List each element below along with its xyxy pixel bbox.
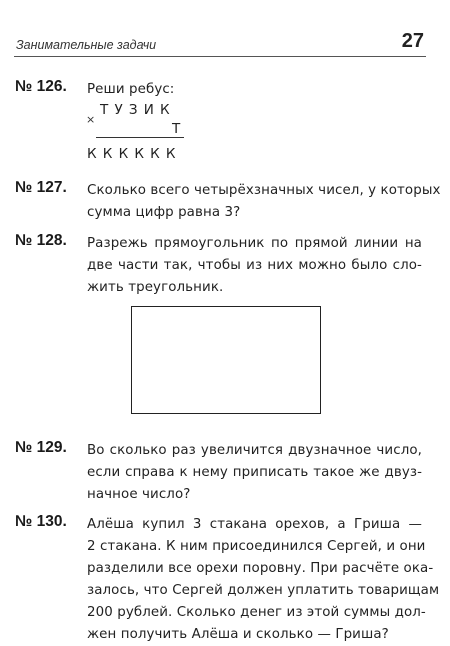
problem-line: Реши ребус: — [87, 82, 175, 97]
problem-number: № 126. — [15, 78, 67, 95]
problem-line: сумма цифр равна 3? — [87, 205, 241, 220]
problem-text — [87, 180, 441, 224]
rebus-multiplier: Т — [172, 121, 187, 137]
rebus-underline — [96, 137, 184, 138]
problem-line: разделили все орехи поровну. При расчёте ока- — [87, 561, 434, 576]
rebus-result: КККККК — [87, 146, 182, 162]
problem-line: Сколько всего четырёхзначных чисел, у которых — [87, 183, 441, 198]
problem-number: № 128. — [15, 232, 67, 249]
multiply-sign: × — [86, 113, 96, 126]
problem-line: если справа к нему приписать такое же двуз- — [87, 465, 422, 480]
running-header — [14, 30, 426, 57]
rectangle-figure — [131, 306, 321, 414]
problem-line: две части так, чтобы из них можно было сло- — [87, 258, 422, 273]
problem-text — [87, 440, 422, 506]
problem-line: Разрежь прямоугольник по прямой линии на — [87, 236, 422, 251]
problem-line: жить треугольник. — [87, 280, 224, 295]
problem-text — [87, 79, 422, 101]
problem-number: № 129. — [15, 439, 67, 456]
problem-line: Алёша купил 3 стакана орехов, а Гриша — — [87, 517, 422, 532]
header-title: Занимательные задачи — [16, 38, 157, 52]
problem-line: жен получить Алёша и сколько — Гриша? — [87, 627, 389, 642]
problem-text — [87, 233, 422, 299]
problem-number: № 127. — [15, 179, 67, 196]
problem-text — [87, 514, 440, 646]
problem-number: № 130. — [15, 513, 67, 530]
problem-line: Во сколько раз увеличится двузначное число, — [87, 443, 422, 458]
problem-line: начное число? — [87, 487, 191, 502]
problem-line: залось, что Сергей должен уплатить товарищам — [87, 583, 440, 598]
page-number: 27 — [401, 30, 424, 52]
rebus-multiplicand: ТУЗИК — [100, 102, 176, 118]
problem-line: 200 рублей. Сколько денег из этой суммы дол- — [87, 605, 426, 620]
problem-line: 2 стакана. К ним присоединился Сергей, и они — [87, 539, 426, 554]
